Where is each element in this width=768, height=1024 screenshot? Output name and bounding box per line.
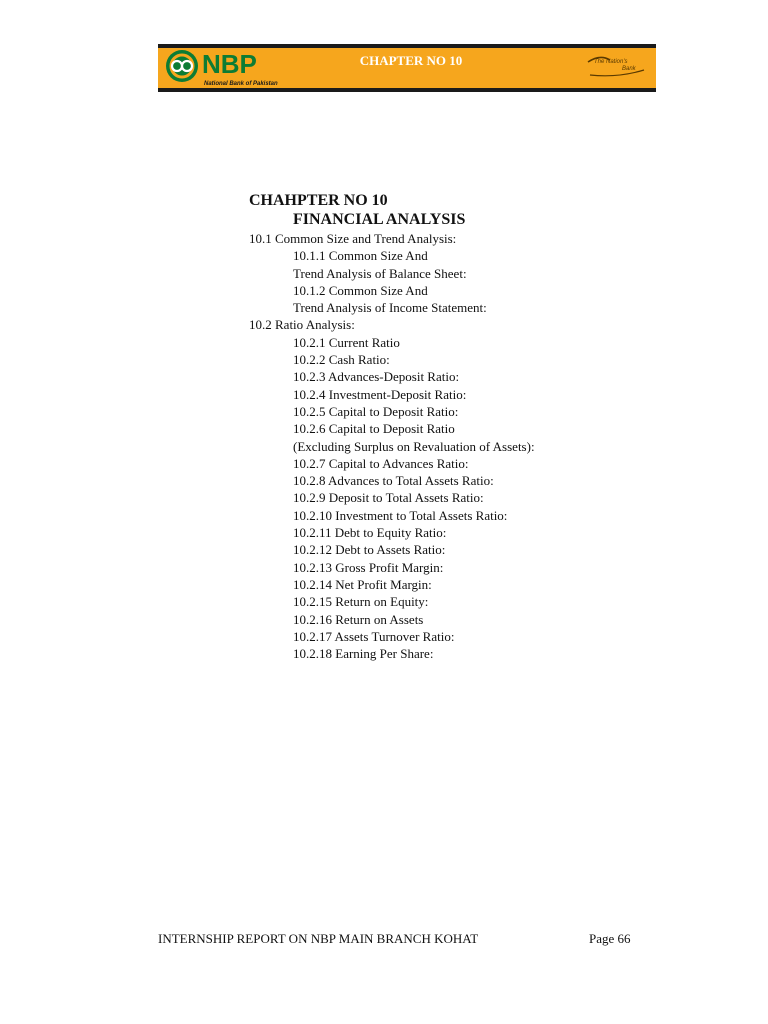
toc-subsection: 10.2.8 Advances to Total Assets Ratio: bbox=[293, 473, 494, 489]
toc-subsection: 10.2.1 Current Ratio bbox=[293, 334, 400, 350]
toc-subsection: 10.2.2 Cash Ratio: bbox=[293, 352, 390, 368]
footer-page-number: Page 66 bbox=[589, 931, 631, 946]
header-bottom-rule bbox=[158, 88, 656, 92]
toc-subsection: 10.2.5 Capital to Deposit Ratio: bbox=[293, 403, 459, 419]
table-of-contents bbox=[249, 230, 669, 662]
toc-subsection: 10.2.4 Investment-Deposit Ratio: bbox=[293, 386, 467, 402]
chapter-subheading: FINANCIAL ANALYSIS bbox=[293, 211, 466, 228]
toc-subsection: 10.2.7 Capital to Advances Ratio: bbox=[293, 455, 469, 471]
tagline-line2: Bank bbox=[622, 66, 636, 72]
footer-report-title: INTERNSHIP REPORT ON NBP MAIN BRANCH KOHAT bbox=[158, 931, 479, 946]
toc-subsection: 10.2.3 Advances-Deposit Ratio: bbox=[293, 369, 460, 385]
toc-subsection: 10.2.17 Assets Turnover Ratio: bbox=[293, 628, 455, 644]
toc-subsection: 10.2.10 Investment to Total Assets Ratio: bbox=[293, 507, 508, 523]
page-header bbox=[158, 44, 656, 92]
document-body bbox=[249, 192, 669, 662]
nbp-logo-icon bbox=[164, 48, 200, 84]
tagline-line1: The Nation's bbox=[594, 59, 628, 65]
header-chapter-label: CHAPTER NO 10 bbox=[359, 53, 463, 68]
toc-subsection: 10.1.2 Common Size And bbox=[293, 282, 428, 298]
toc-subsection: 10.2.9 Deposit to Total Assets Ratio: bbox=[293, 490, 484, 506]
header-top-rule bbox=[158, 44, 656, 48]
toc-subsection: 10.2.11 Debt to Equity Ratio: bbox=[293, 525, 447, 541]
toc-subsection: 10.2.15 Return on Equity: bbox=[293, 594, 429, 610]
toc-subsection: Trend Analysis of Income Statement: bbox=[293, 300, 487, 316]
toc-subsection: 10.2.12 Debt to Assets Ratio: bbox=[293, 542, 446, 558]
toc-subsection: 10.2.13 Gross Profit Margin: bbox=[293, 559, 444, 575]
toc-subsection: 10.2.18 Earning Per Share: bbox=[293, 646, 434, 662]
toc-subsection: 10.2.14 Net Profit Margin: bbox=[293, 576, 432, 592]
toc-subsection: 10.2.16 Return on Assets bbox=[293, 611, 424, 627]
toc-section: 10.2 Ratio Analysis: bbox=[249, 317, 355, 333]
nbp-logo-subtitle: National Bank of Pakistan bbox=[204, 81, 278, 87]
tagline-logo bbox=[586, 56, 646, 78]
chapter-heading: CHAHPTER NO 10 bbox=[249, 192, 388, 209]
toc-subsection: 10.1.1 Common Size And bbox=[293, 248, 428, 264]
toc-subsection: 10.2.6 Capital to Deposit Ratio bbox=[293, 421, 455, 437]
toc-section: 10.1 Common Size and Trend Analysis: bbox=[249, 231, 457, 246]
toc-subsection: Trend Analysis of Balance Sheet: bbox=[293, 265, 467, 281]
toc-subsection: (Excluding Surplus on Revaluation of Assets): bbox=[293, 438, 535, 454]
nbp-logo-text: NBP bbox=[202, 49, 257, 79]
